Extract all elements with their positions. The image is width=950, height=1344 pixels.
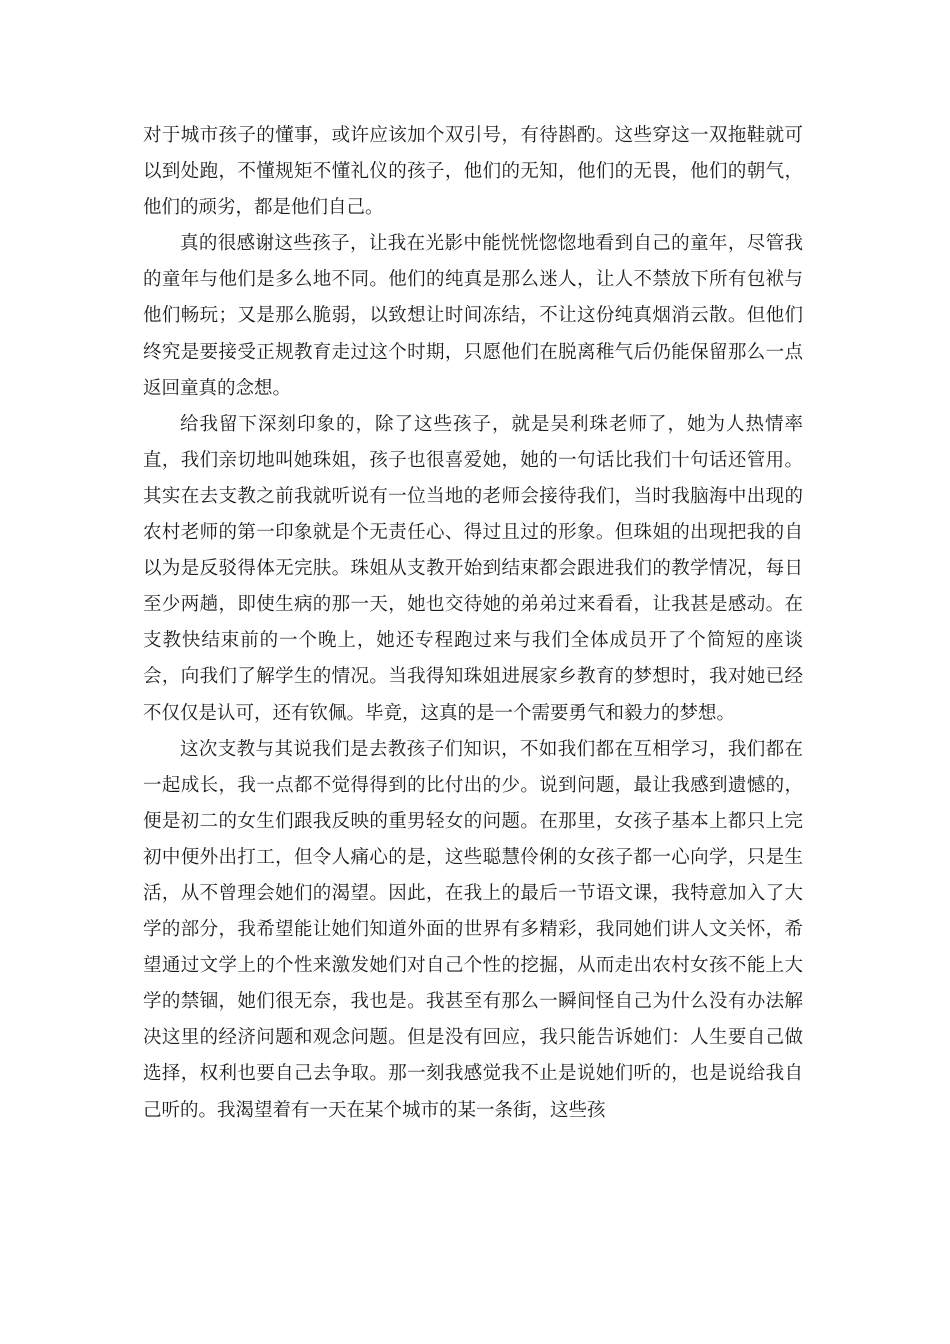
paragraph-2: 真的很感谢这些孩子，让我在光影中能恍恍惚惚地看到自己的童年，尽管我的童年与他们是多么地不同。他们的纯真是那么迷人，让人不禁放下所有包袱与他们畅玩；又是那么脆弱，以致想让时间冻结，不让这份纯真烟消云散。但他们终究是要接受正规教育走过这个时期，只愿他们在脱离稚气后仍能保留那么一点返回童真的念想。: [143, 233, 803, 399]
document-body: [143, 118, 803, 1129]
paragraph-1: 对于城市孩子的懂事，或许应该加个双引号，有待斟酌。这些穿这一双拖鞋就可以到处跑，不懂规矩不懂礼仪的孩子，他们的无知，他们的无畏，他们的朝气，他们的顽劣，都是他们自己。: [143, 125, 803, 219]
paragraph-4: 这次支教与其说我们是去教孩子们知识，不如我们都在互相学习，我们都在一起成长，我一点都不觉得得到的比付出的少。说到问题，最让我感到遗憾的，便是初二的女生们跟我反映的重男轻女的问题。在那里，女孩子基本上都只上完初中便外出打工，但令人痛心的是，这些聪慧伶俐的女孩子都一心向学，只是生活，从不曾理会她们的渴望。因此，在我上的最后一节语文课，我特意加入了大学的部分，我希望能让她们知道外面的世界有多精彩，我同她们讲人文关怀，希望通过文学上的个性来激发她们对自己个性的挖掘，从而走出农村女孩不能上大学的禁锢，她们很无奈，我也是。我甚至有那么一瞬间怪自己为什么没有办法解决这里的经济问题和观念问题。但是没有回应，我只能告诉她们：人生要自己做选择，权利也要自己去争取。那一刻我感觉我不止是说她们听的，也是说给我自己听的。我渴望着有一天在某个城市的某一条街，这些孩: [143, 738, 803, 1121]
paragraph-3: 给我留下深刻印象的，除了这些孩子，就是吴利珠老师了，她为人热情率直，我们亲切地叫她珠姐，孩子也很喜爱她，她的一句话比我们十句话还管用。其实在去支教之前我就听说有一位当地的老师会接待我们，当时我脑海中出现的农村老师的第一印象就是个无责任心、得过且过的形象。但珠姐的出现把我的自以为是反驳得体无完肤。珠姐从支教开始到结束都会跟进我们的教学情况，每日至少两趟，即使生病的那一天，她也交待她的弟弟过来看看，让我甚是感动。在支教快结束前的一个晚上，她还专程跑过来与我们全体成员开了个简短的座谈会，向我们了解学生的情况。当我得知珠姐进展家乡教育的梦想时，我对她已经不仅仅是认可，还有钦佩。毕竟，这真的是一个需要勇气和毅力的梦想。: [143, 413, 803, 724]
